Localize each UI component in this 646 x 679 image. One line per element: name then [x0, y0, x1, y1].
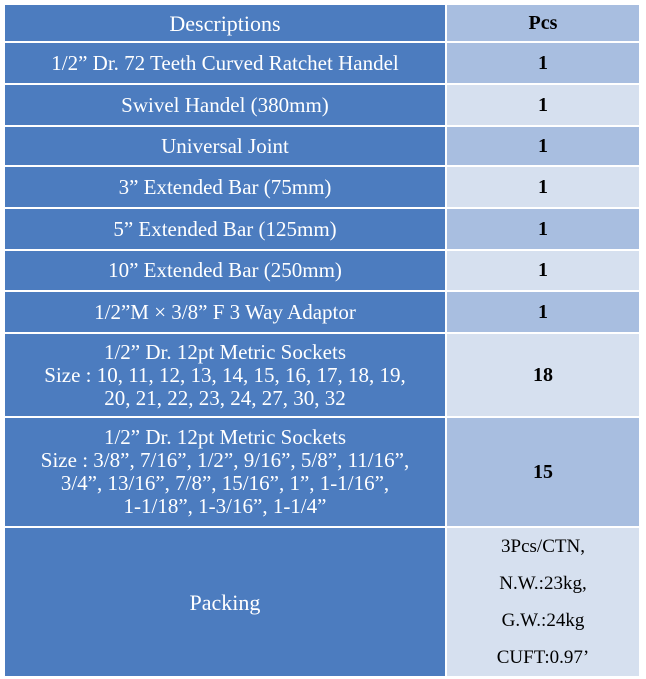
pcs-cell: 1 [447, 43, 641, 85]
table-row [5, 209, 641, 251]
packing-value-line: 3Pcs/CTN, [501, 536, 585, 557]
description-cell [5, 43, 447, 85]
description-cell [5, 418, 447, 528]
header-row [5, 5, 641, 43]
pcs-cell: 1 [447, 292, 641, 334]
description-cell [5, 334, 447, 418]
description-line: 1/2” Dr. 12pt Metric Sockets [103, 425, 347, 449]
pcs-cell: 18 [447, 334, 641, 418]
description-cell [5, 251, 447, 292]
description-line: 1/2” Dr. 12pt Metric Sockets [103, 339, 347, 364]
table-row [5, 167, 641, 209]
description-line: 3/4”, 13/16”, 7/8”, 15/16”, 1”, 1-1/16”, [60, 471, 390, 495]
description-text [5, 52, 445, 75]
packing-value-line: G.W.:24kg [501, 610, 585, 631]
table-row [5, 43, 641, 85]
description-line: 1/2”M × 3/8” F 3 Way Adaptor [94, 299, 356, 324]
packing-value-line: N.W.:23kg, [499, 573, 587, 594]
pcs-cell: 1 [447, 209, 641, 251]
description-text [5, 259, 445, 282]
description-line: 10” Extended Bar (250mm) [108, 258, 342, 282]
description-line: 5” Extended Bar (125mm) [113, 216, 337, 241]
description-text [5, 218, 445, 241]
description-line: Size : 10, 11, 12, 13, 14, 15, 16, 17, 18, 19, [44, 362, 406, 387]
pcs-cell: 1 [447, 127, 641, 167]
pcs-cell: 1 [447, 167, 641, 209]
packing-row [5, 528, 641, 678]
description-text [5, 341, 445, 410]
packing-label: Packing [5, 528, 447, 678]
packing-values [447, 528, 641, 678]
description-text [5, 426, 445, 518]
description-cell [5, 209, 447, 251]
description-cell [5, 85, 447, 127]
pcs-cell: 15 [447, 418, 641, 528]
table-row [5, 334, 641, 418]
description-cell [5, 127, 447, 167]
description-text [5, 94, 445, 117]
spec-table-body [5, 5, 641, 678]
table-row [5, 127, 641, 167]
description-line: Swivel Handel (380mm) [121, 92, 329, 117]
description-text [5, 176, 445, 199]
descriptions-header: Descriptions [5, 5, 447, 43]
table-row [5, 418, 641, 528]
description-text [5, 135, 445, 158]
pcs-cell: 1 [447, 251, 641, 292]
description-cell [5, 167, 447, 209]
table-row [5, 251, 641, 292]
description-line: 1-1/18”, 1-3/16”, 1-1/4” [123, 494, 327, 518]
pcs-cell: 1 [447, 85, 641, 127]
packing-value-line: CUFT:0.97’ [496, 647, 590, 668]
pcs-header: Pcs [447, 5, 641, 43]
description-line: Universal Joint [161, 133, 289, 158]
description-text [5, 301, 445, 324]
description-line: 3” Extended Bar (75mm) [118, 174, 332, 199]
description-cell [5, 292, 447, 334]
description-line: 20, 21, 22, 23, 24, 27, 30, 32 [104, 385, 346, 410]
spec-table [5, 5, 641, 678]
description-line: 1/2” Dr. 72 Teeth Curved Ratchet Handel [51, 50, 399, 75]
table-row [5, 292, 641, 334]
table-row [5, 85, 641, 127]
description-line: Size : 3/8”, 7/16”, 1/2”, 9/16”, 5/8”, 11/16”, [40, 448, 410, 472]
